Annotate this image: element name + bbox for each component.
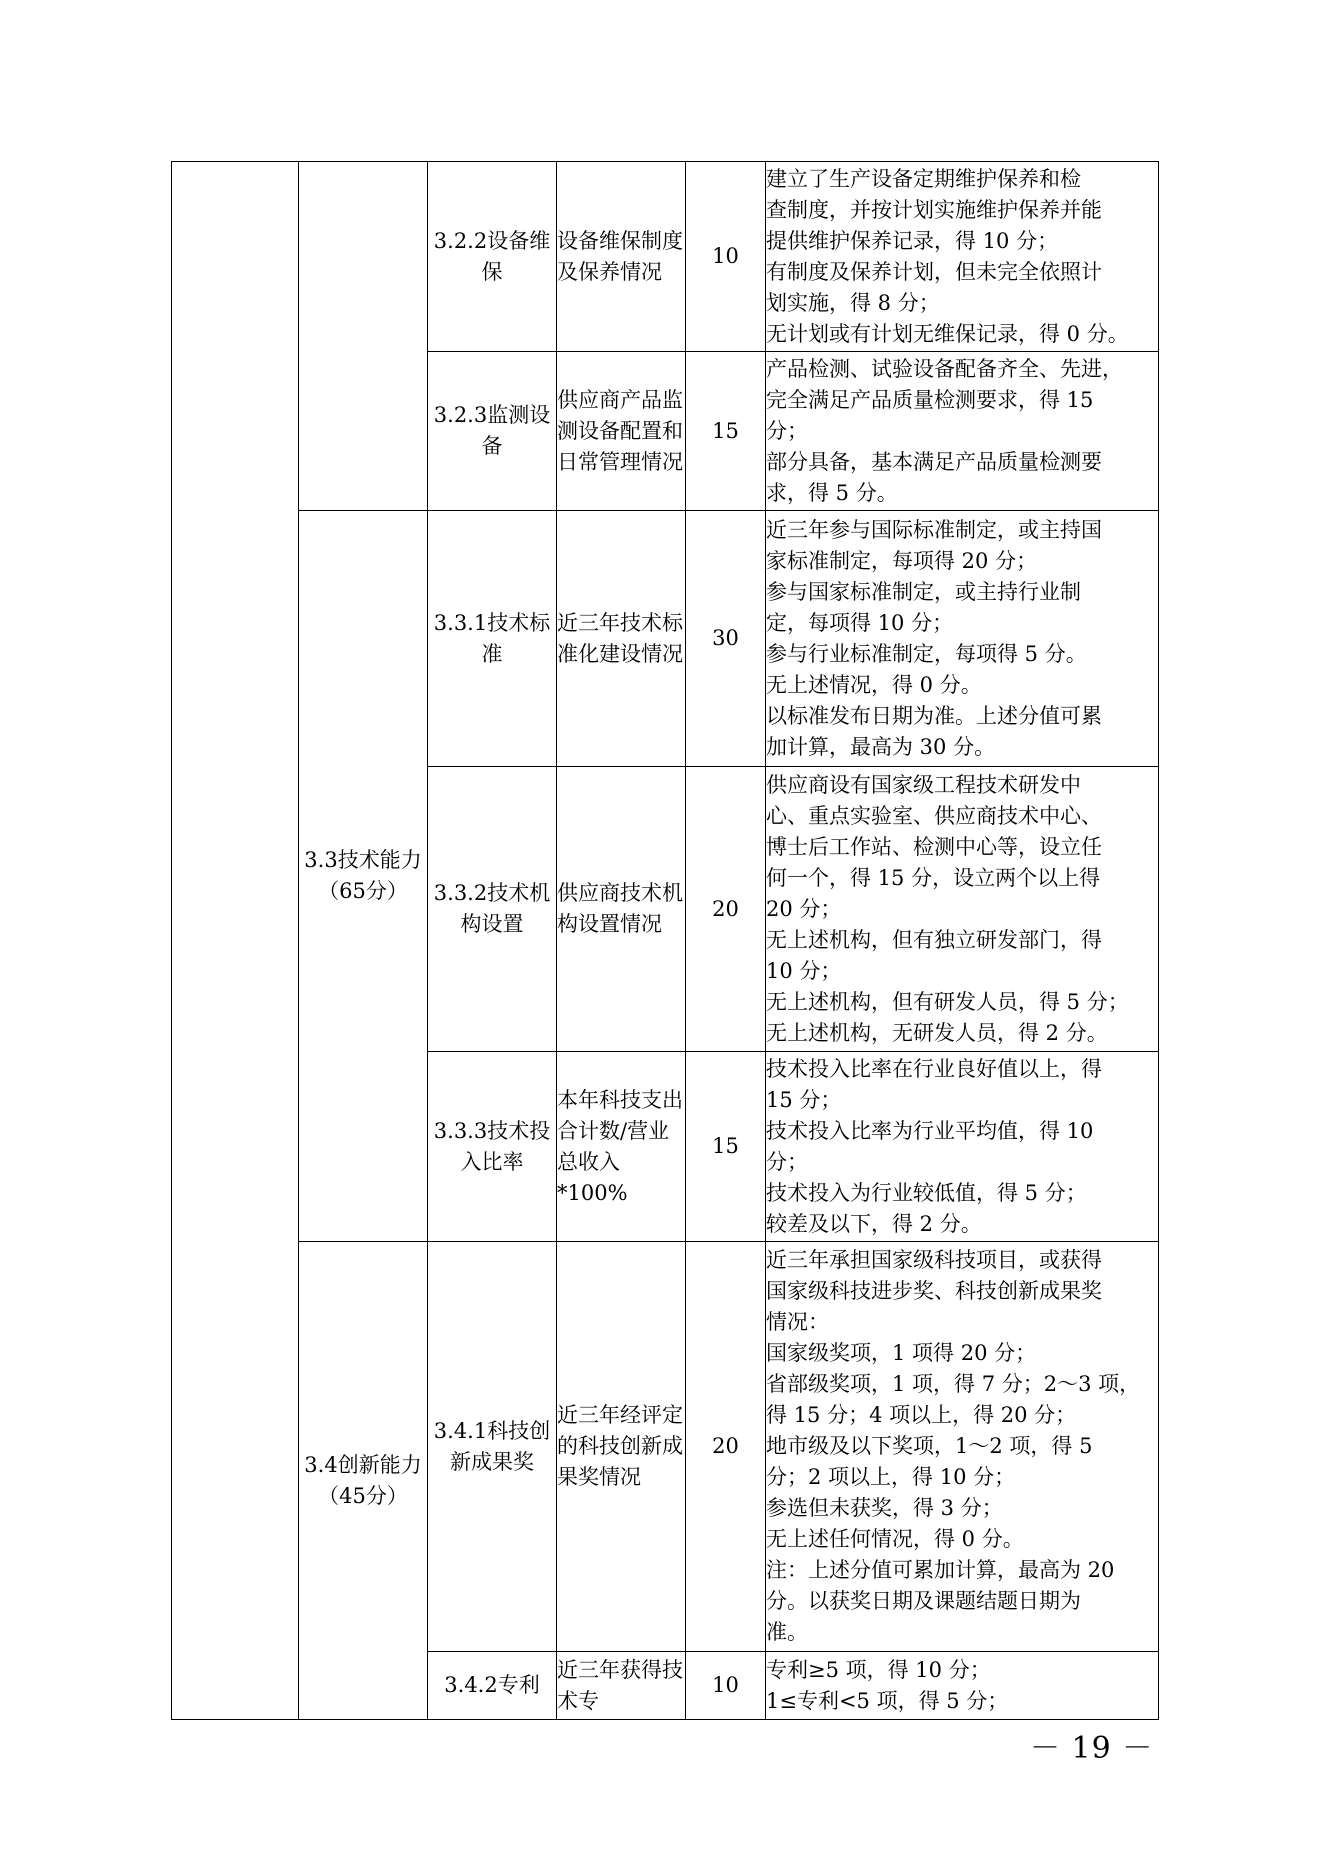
group-cell-tech: 3.3技术能力（65分） [299, 511, 428, 1242]
subitem-code-cell: 3.2.2设备维保 [428, 162, 557, 352]
subitem-content-cell: 供应商产品监测设备配置和日常管理情况 [557, 352, 686, 511]
subitem-content-cell: 设备维保制度及保养情况 [557, 162, 686, 352]
criteria-cell: 近三年参与国际标准制定，或主持国 家标准制定，每项得 20 分； 参与国家标准制定，或主持行业制 定，每项得 10 分； 参与行业标准制定，每项得 5 分。 无上述情况，得 0 分。 以标准发布日期为准。上述分值可累 加计算，最高为 30 分。 [766, 511, 1159, 767]
table-row [172, 511, 1159, 767]
group-cell-innov: 3.4创新能力（45分） [299, 1242, 428, 1720]
subitem-code-cell: 3.4.1科技创新成果奖 [428, 1242, 557, 1652]
score-cell: 20 [686, 767, 766, 1052]
score-cell: 15 [686, 1052, 766, 1242]
subitem-code-cell: 3.3.1技术标准 [428, 511, 557, 767]
subitem-content-cell: 近三年获得技术专 [557, 1652, 686, 1720]
table-row [172, 1242, 1159, 1652]
subitem-code-cell: 3.2.3监测设备 [428, 352, 557, 511]
table-row [172, 162, 1159, 352]
subitem-content-cell: 近三年经评定的科技创新成果奖情况 [557, 1242, 686, 1652]
subitem-code-cell: 3.3.2技术机构设置 [428, 767, 557, 1052]
score-cell: 15 [686, 352, 766, 511]
criteria-cell: 建立了生产设备定期维护保养和检 查制度，并按计划实施维护保养并能 提供维护保养记录，得 10 分； 有制度及保养计划，但未完全依照计 划实施，得 8 分； 无计划或有计划无维保记录，得 0 分。 [766, 162, 1159, 352]
subitem-content-cell: 本年科技支出合计数/营业总收入*100% [557, 1052, 686, 1242]
subitem-code-cell: 3.4.2专利 [428, 1652, 557, 1720]
subitem-content-cell: 近三年技术标准化建设情况 [557, 511, 686, 767]
score-cell: 30 [686, 511, 766, 767]
score-cell: 10 [686, 1652, 766, 1720]
score-cell: 10 [686, 162, 766, 352]
score-cell: 20 [686, 1242, 766, 1652]
scoring-table [171, 161, 1159, 1720]
group-cell [299, 162, 428, 511]
criteria-cell: 专利≥5 项，得 10 分； 1≤专利<5 项，得 5 分； [766, 1652, 1159, 1720]
criteria-cell: 近三年承担国家级科技项目，或获得 国家级科技进步奖、科技创新成果奖 情况： 国家级奖项，1 项得 20 分； 省部级奖项，1 项，得 7 分；2～3 项， 得 15 分；4 项以上，得 20 分； 地市级及以下奖项，1～2 项，得 5 分；2 项以上，得 10 分； 参选但未获奖，得 3 分； 无上述任何情况，得 0 分。 注：上述分值可累加计算，最高为 20 分。以获奖日期及课题结题日期为 准。 [766, 1242, 1159, 1652]
page-number: － 19 － [1030, 1731, 1154, 1766]
criteria-cell: 供应商设有国家级工程技术研发中 心、重点实验室、供应商技术中心、 博士后工作站、检测中心等，设立任 何一个，得 15 分，设立两个以上得 20 分； 无上述机构，但有独立研发部门，得 10 分； 无上述机构，但有研发人员，得 5 分； 无上述机构，无研发人员，得 2 分。 [766, 767, 1159, 1052]
subitem-content-cell: 供应商技术机构设置情况 [557, 767, 686, 1052]
criteria-cell: 技术投入比率在行业良好值以上，得 15 分； 技术投入比率为行业平均值，得 10 分； 技术投入为行业较低值，得 5 分； 较差及以下，得 2 分。 [766, 1052, 1159, 1242]
criteria-cell: 产品检测、试验设备配备齐全、先进， 完全满足产品质量检测要求，得 15 分； 部分具备，基本满足产品质量检测要 求，得 5 分。 [766, 352, 1159, 511]
category-cell [172, 162, 299, 1720]
subitem-code-cell: 3.3.3技术投入比率 [428, 1052, 557, 1242]
